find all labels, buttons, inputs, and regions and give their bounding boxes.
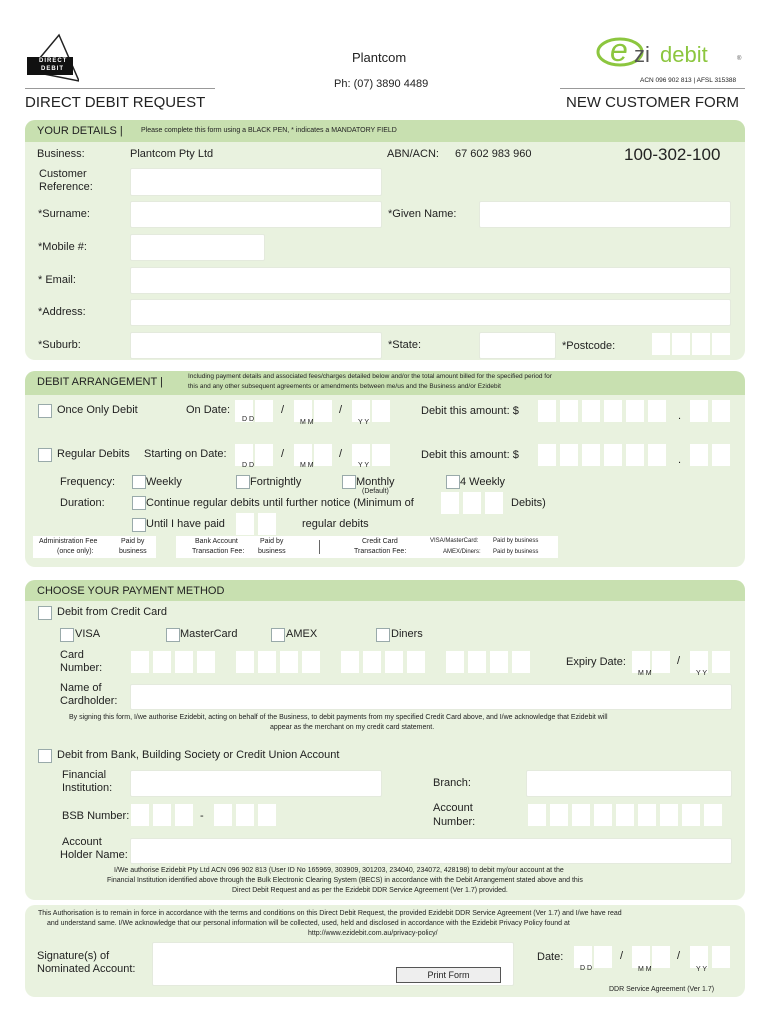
until-paid-amount-digit[interactable]	[236, 513, 254, 535]
mobile-label: *Mobile #:	[38, 241, 87, 253]
amex-diners-paid: Paid by business	[493, 549, 539, 555]
footer-ddr-version: DDR Service Agreement (Ver 1.7)	[609, 986, 715, 993]
reference-number: 100-302-100	[624, 145, 721, 164]
date-slash: /	[620, 950, 624, 962]
diners-checkbox[interactable]	[376, 628, 390, 642]
expiry-label: Expiry Date:	[566, 656, 626, 668]
bsb-digit[interactable]	[175, 804, 193, 826]
monthly-default: (Default)	[362, 488, 389, 495]
amount-digit[interactable]	[538, 444, 556, 466]
financial-institution-field[interactable]	[130, 770, 382, 797]
card-digit[interactable]	[363, 651, 381, 673]
bsb-digit[interactable]	[153, 804, 171, 826]
card-digit[interactable]	[490, 651, 508, 673]
email-label: * Email:	[38, 274, 76, 286]
date-digit[interactable]	[314, 400, 332, 422]
financial-institution-label-1: Financial	[62, 769, 107, 781]
email-field[interactable]	[130, 267, 731, 294]
account-digit[interactable]	[616, 804, 634, 826]
surname-label: *Surname:	[38, 208, 90, 220]
date-digit[interactable]	[314, 444, 332, 466]
signature-date-digit[interactable]	[632, 946, 650, 968]
card-digit[interactable]	[385, 651, 403, 673]
debit-amount-label: Debit this amount: $	[421, 449, 519, 461]
account-number-label-1: Account	[433, 802, 473, 814]
minimum-debits-digit[interactable]	[485, 492, 503, 514]
amount-cents-digit[interactable]	[690, 400, 708, 422]
amount-cents-digit[interactable]	[712, 444, 730, 466]
bank-fee-label-2: Transaction Fee:	[192, 548, 245, 555]
date-slash: /	[339, 404, 343, 416]
monthly-label: Monthly	[356, 476, 395, 488]
date-digit[interactable]	[372, 400, 390, 422]
once-only-label: Once Only Debit	[57, 404, 138, 416]
debit-amount-label: Debit this amount: $	[421, 405, 519, 417]
business-label: Business:	[37, 148, 85, 160]
signature-yy-hint: Y Y	[696, 966, 708, 973]
expiry-yy-hint: Y Y	[696, 670, 708, 677]
details-instruction: Please complete this form using a BLACK PEN, * indicates a MANDATORY FIELD	[141, 127, 397, 134]
header-divider-left	[25, 88, 215, 89]
card-digit[interactable]	[512, 651, 530, 673]
amex-diners-label: AMEX/Diners:	[443, 549, 481, 555]
company-phone: Ph: (07) 3890 4489	[334, 78, 429, 90]
bank-account-label: Debit from Bank, Building Society or Credit Union Account	[57, 749, 340, 761]
cust-ref-label-1: Customer	[39, 168, 87, 180]
date-digit[interactable]	[255, 444, 273, 466]
account-digit[interactable]	[682, 804, 700, 826]
business-value: Plantcom Pty Ltd	[130, 148, 214, 160]
yy-hint: Y Y	[358, 462, 370, 469]
admin-fee-paid-2: business	[119, 548, 147, 555]
bsb-digit[interactable]	[258, 804, 276, 826]
dd-hint: D D	[242, 416, 255, 423]
card-digit[interactable]	[468, 651, 486, 673]
card-number-label-1: Card	[60, 649, 84, 661]
authorisation-text-1: This Authorisation is to remain in force in accordance with the terms and conditions on this Direct Debit Request, the provided Ezidebit DDR Service Agreement (Ver 1.7) and I/we have read	[38, 910, 622, 917]
postcode-digit[interactable]	[672, 333, 690, 355]
amount-digit[interactable]	[626, 444, 644, 466]
bank-account-checkbox[interactable]	[38, 749, 52, 763]
surname-field[interactable]	[130, 201, 382, 228]
account-holder-field[interactable]	[130, 838, 732, 864]
branch-field[interactable]	[526, 770, 732, 797]
regular-debits-suffix: regular debits	[302, 518, 369, 530]
signature-dd-hint: D D	[580, 965, 593, 972]
yy-hint: Y Y	[358, 419, 370, 426]
cc-fee-label-1: Credit Card	[362, 538, 398, 545]
duration-label: Duration:	[60, 497, 105, 509]
account-digit[interactable]	[704, 804, 722, 826]
minimum-debits-digit[interactable]	[463, 492, 481, 514]
card-number-label-2: Number:	[60, 662, 103, 674]
fortnightly-checkbox[interactable]	[236, 475, 250, 489]
dd-hint: D D	[242, 462, 255, 469]
address-field[interactable]	[130, 299, 731, 326]
date-slash: /	[281, 404, 285, 416]
card-digit[interactable]	[153, 651, 171, 673]
bsb-label: BSB Number:	[62, 810, 130, 822]
fee-divider	[319, 540, 320, 554]
brand-e: e	[610, 32, 628, 68]
account-holder-label-1: Account	[62, 836, 102, 848]
amount-digit[interactable]	[648, 444, 666, 466]
amount-cents-digit[interactable]	[712, 400, 730, 422]
account-digit[interactable]	[550, 804, 568, 826]
abn-label: ABN/ACN:	[387, 148, 439, 160]
direct-debit-logo	[27, 33, 79, 83]
card-digit[interactable]	[175, 651, 193, 673]
decimal-point: .	[678, 410, 682, 422]
abn-value: 67 602 983 960	[455, 148, 532, 160]
cardholder-label-1: Name of	[60, 682, 102, 694]
diners-label: Diners	[391, 628, 423, 640]
logo-line1: DIRECT	[39, 58, 68, 64]
card-digit[interactable]	[341, 651, 359, 673]
cardholder-name-field[interactable]	[130, 684, 732, 710]
account-holder-label-2: Holder Name:	[60, 849, 128, 861]
brand-tm: ®	[737, 56, 742, 62]
bank-authorisation-3: Direct Debit Request and as per the Ezidebit DDR Service Agreement (Ver 1.7) provided.	[232, 887, 508, 894]
suburb-label: *Suburb:	[38, 339, 81, 351]
amount-cents-digit[interactable]	[690, 444, 708, 466]
bank-authorisation-2: Financial Institution identified above through the Bulk Electronic Clearing System (BECS) in accordance with the Debit Arrangement stated above and this	[107, 877, 583, 884]
amount-digit[interactable]	[560, 400, 578, 422]
mobile-field[interactable]	[130, 234, 265, 261]
logo-line2: DEBIT	[41, 66, 64, 72]
card-digit[interactable]	[407, 651, 425, 673]
debit-arrangement-heading: DEBIT ARRANGEMENT |	[37, 376, 163, 388]
cust-ref-label-2: Reference:	[39, 181, 93, 193]
expiry-digit[interactable]	[652, 651, 670, 673]
until-paid-label: Until I have paid	[146, 518, 225, 530]
amex-checkbox[interactable]	[271, 628, 285, 642]
account-digit[interactable]	[638, 804, 656, 826]
card-digit[interactable]	[131, 651, 149, 673]
signature-label-1: Signature(s) of	[37, 950, 110, 962]
arrangement-note-2: this and any other subsequent agreements or amendments between me/us and the Business and/or Ezidebit	[188, 383, 501, 390]
account-digit[interactable]	[528, 804, 546, 826]
amex-label: AMEX	[286, 628, 318, 640]
bank-fee-paid-1: Paid by	[260, 538, 284, 545]
cc-fee-label-2: Transaction Fee:	[354, 548, 407, 555]
debits-label: Debits)	[511, 497, 546, 509]
signature-date-digit[interactable]	[594, 946, 612, 968]
address-label: *Address:	[38, 306, 86, 318]
amount-digit[interactable]	[582, 444, 600, 466]
monthly-checkbox[interactable]	[342, 475, 356, 489]
amount-digit[interactable]	[648, 400, 666, 422]
amount-digit[interactable]	[626, 400, 644, 422]
date-slash: /	[339, 448, 343, 460]
minimum-debits-digit[interactable]	[441, 492, 459, 514]
amount-digit[interactable]	[604, 444, 622, 466]
signature-date-digit[interactable]	[652, 946, 670, 968]
account-digit[interactable]	[594, 804, 612, 826]
signature-date-digit[interactable]	[712, 946, 730, 968]
four-weekly-label: 4 Weekly	[460, 476, 506, 488]
expiry-digit[interactable]	[712, 651, 730, 673]
branch-label: Branch:	[433, 777, 471, 789]
admin-fee-label-2: (once only):	[57, 548, 94, 555]
postcode-digit[interactable]	[692, 333, 710, 355]
continue-checkbox[interactable]	[132, 496, 146, 510]
brand-zi: zi	[634, 42, 650, 67]
credit-card-checkbox[interactable]	[38, 606, 52, 620]
credit-card-label: Debit from Credit Card	[57, 606, 168, 618]
cc-authorisation-1: By signing this form, I/we authorise Ezidebit, acting on behalf of the Business, to debit payments from my specified Credit Card above, and I/we acknowledge that Ezidebit will	[69, 714, 608, 721]
visa-checkbox[interactable]	[60, 628, 74, 642]
company-name: Plantcom	[352, 50, 407, 65]
account-digit[interactable]	[572, 804, 590, 826]
arrangement-note-1: Including payment details and associated fees/charges detailed below and/or the total amount billed for the specified period for	[188, 373, 552, 380]
card-digit[interactable]	[197, 651, 215, 673]
decimal-point: .	[678, 454, 682, 466]
amount-digit[interactable]	[604, 400, 622, 422]
mm-hint: M M	[300, 462, 314, 469]
customer-reference-field[interactable]	[130, 168, 382, 196]
postcode-digit[interactable]	[712, 333, 730, 355]
amount-digit[interactable]	[538, 400, 556, 422]
form-title: DIRECT DEBIT REQUEST	[25, 94, 206, 111]
postcode-digit[interactable]	[652, 333, 670, 355]
given-name-field[interactable]	[479, 201, 731, 228]
cc-authorisation-2: appear as the merchant on my credit card statement.	[270, 724, 435, 731]
bank-authorisation-1: I/We authorise Ezidebit Pty Ltd ACN 096 902 813 (User ID No 165969, 303909, 301203, 234040, 234072, 428198) to debit my/our account at the	[114, 867, 564, 874]
state-label: *State:	[388, 339, 422, 351]
visa-mc-label: VISA/MasterCard:	[430, 538, 479, 544]
given-name-label: *Given Name:	[388, 208, 457, 220]
postcode-label: *Postcode:	[562, 340, 616, 352]
amount-digit[interactable]	[560, 444, 578, 466]
regular-debits-label: Regular Debits	[57, 448, 130, 460]
mm-hint: M M	[300, 419, 314, 426]
signature-date-label: Date:	[537, 951, 564, 963]
card-digit[interactable]	[302, 651, 320, 673]
expiry-mm-hint: M M	[638, 670, 652, 677]
acn-afsl: ACN 096 902 813 | AFSL 315388	[640, 77, 737, 84]
bsb-digit[interactable]	[131, 804, 149, 826]
card-digit[interactable]	[236, 651, 254, 673]
admin-fee-paid-1: Paid by	[121, 538, 145, 545]
state-field[interactable]	[479, 332, 556, 359]
privacy-policy-link[interactable]: http://www.ezidebit.com.au/privacy-policy/	[308, 930, 438, 937]
date-digit[interactable]	[255, 400, 273, 422]
once-only-checkbox[interactable]	[38, 404, 52, 418]
admin-fee-label-1: Administration Fee	[39, 538, 98, 545]
until-paid-amount-digit[interactable]	[258, 513, 276, 535]
bank-fee-label-1: Bank Account	[195, 538, 238, 545]
financial-institution-label-2: Institution:	[62, 782, 113, 794]
four-weekly-checkbox[interactable]	[446, 475, 460, 489]
date-slash: /	[281, 448, 285, 460]
regular-debits-checkbox[interactable]	[38, 448, 52, 462]
on-date-label: On Date:	[186, 404, 231, 416]
fortnightly-label: Fortnightly	[250, 476, 302, 488]
bsb-dash: -	[200, 810, 204, 822]
expiry-slash: /	[677, 655, 681, 667]
suburb-field[interactable]	[130, 332, 382, 359]
account-number-label-2: Number:	[433, 816, 476, 828]
header-divider-right	[560, 88, 745, 89]
card-digit[interactable]	[280, 651, 298, 673]
mastercard-checkbox[interactable]	[166, 628, 180, 642]
cardholder-label-2: Cardholder:	[60, 695, 118, 707]
visa-mc-paid: Paid by business	[493, 538, 539, 544]
visa-label: VISA	[75, 628, 101, 640]
payment-method-heading: CHOOSE YOUR PAYMENT METHOD	[37, 585, 225, 597]
continue-label: Continue regular debits until further notice (Minimum of	[146, 497, 414, 509]
date-slash: /	[677, 950, 681, 962]
bsb-digit[interactable]	[236, 804, 254, 826]
card-digit[interactable]	[258, 651, 276, 673]
authorisation-text-2: and understand same. I/We acknowledge that our personal information will be collected, used, held and disclosed in accordance with the Ezidebit Privacy Policy found at	[47, 920, 570, 927]
date-digit[interactable]	[372, 444, 390, 466]
card-digit[interactable]	[446, 651, 464, 673]
amount-digit[interactable]	[582, 400, 600, 422]
bsb-digit[interactable]	[214, 804, 232, 826]
account-digit[interactable]	[660, 804, 678, 826]
signature-date-digit[interactable]	[690, 946, 708, 968]
print-form-button[interactable]: Print Form	[396, 967, 501, 983]
weekly-label: Weekly	[146, 476, 182, 488]
signature-label-2: Nominated Account:	[37, 963, 136, 975]
mastercard-label: MasterCard	[180, 628, 238, 640]
form-subtitle: NEW CUSTOMER FORM	[566, 94, 740, 111]
until-paid-checkbox[interactable]	[132, 518, 146, 532]
frequency-label: Frequency:	[60, 476, 116, 488]
brand-debit: debit	[660, 42, 708, 67]
weekly-checkbox[interactable]	[132, 475, 146, 489]
starting-date-label: Starting on Date:	[144, 448, 227, 460]
bank-fee-paid-2: business	[258, 548, 286, 555]
your-details-heading: YOUR DETAILS |	[37, 125, 123, 137]
ezidebit-logo	[596, 30, 746, 70]
signature-mm-hint: M M	[638, 966, 652, 973]
